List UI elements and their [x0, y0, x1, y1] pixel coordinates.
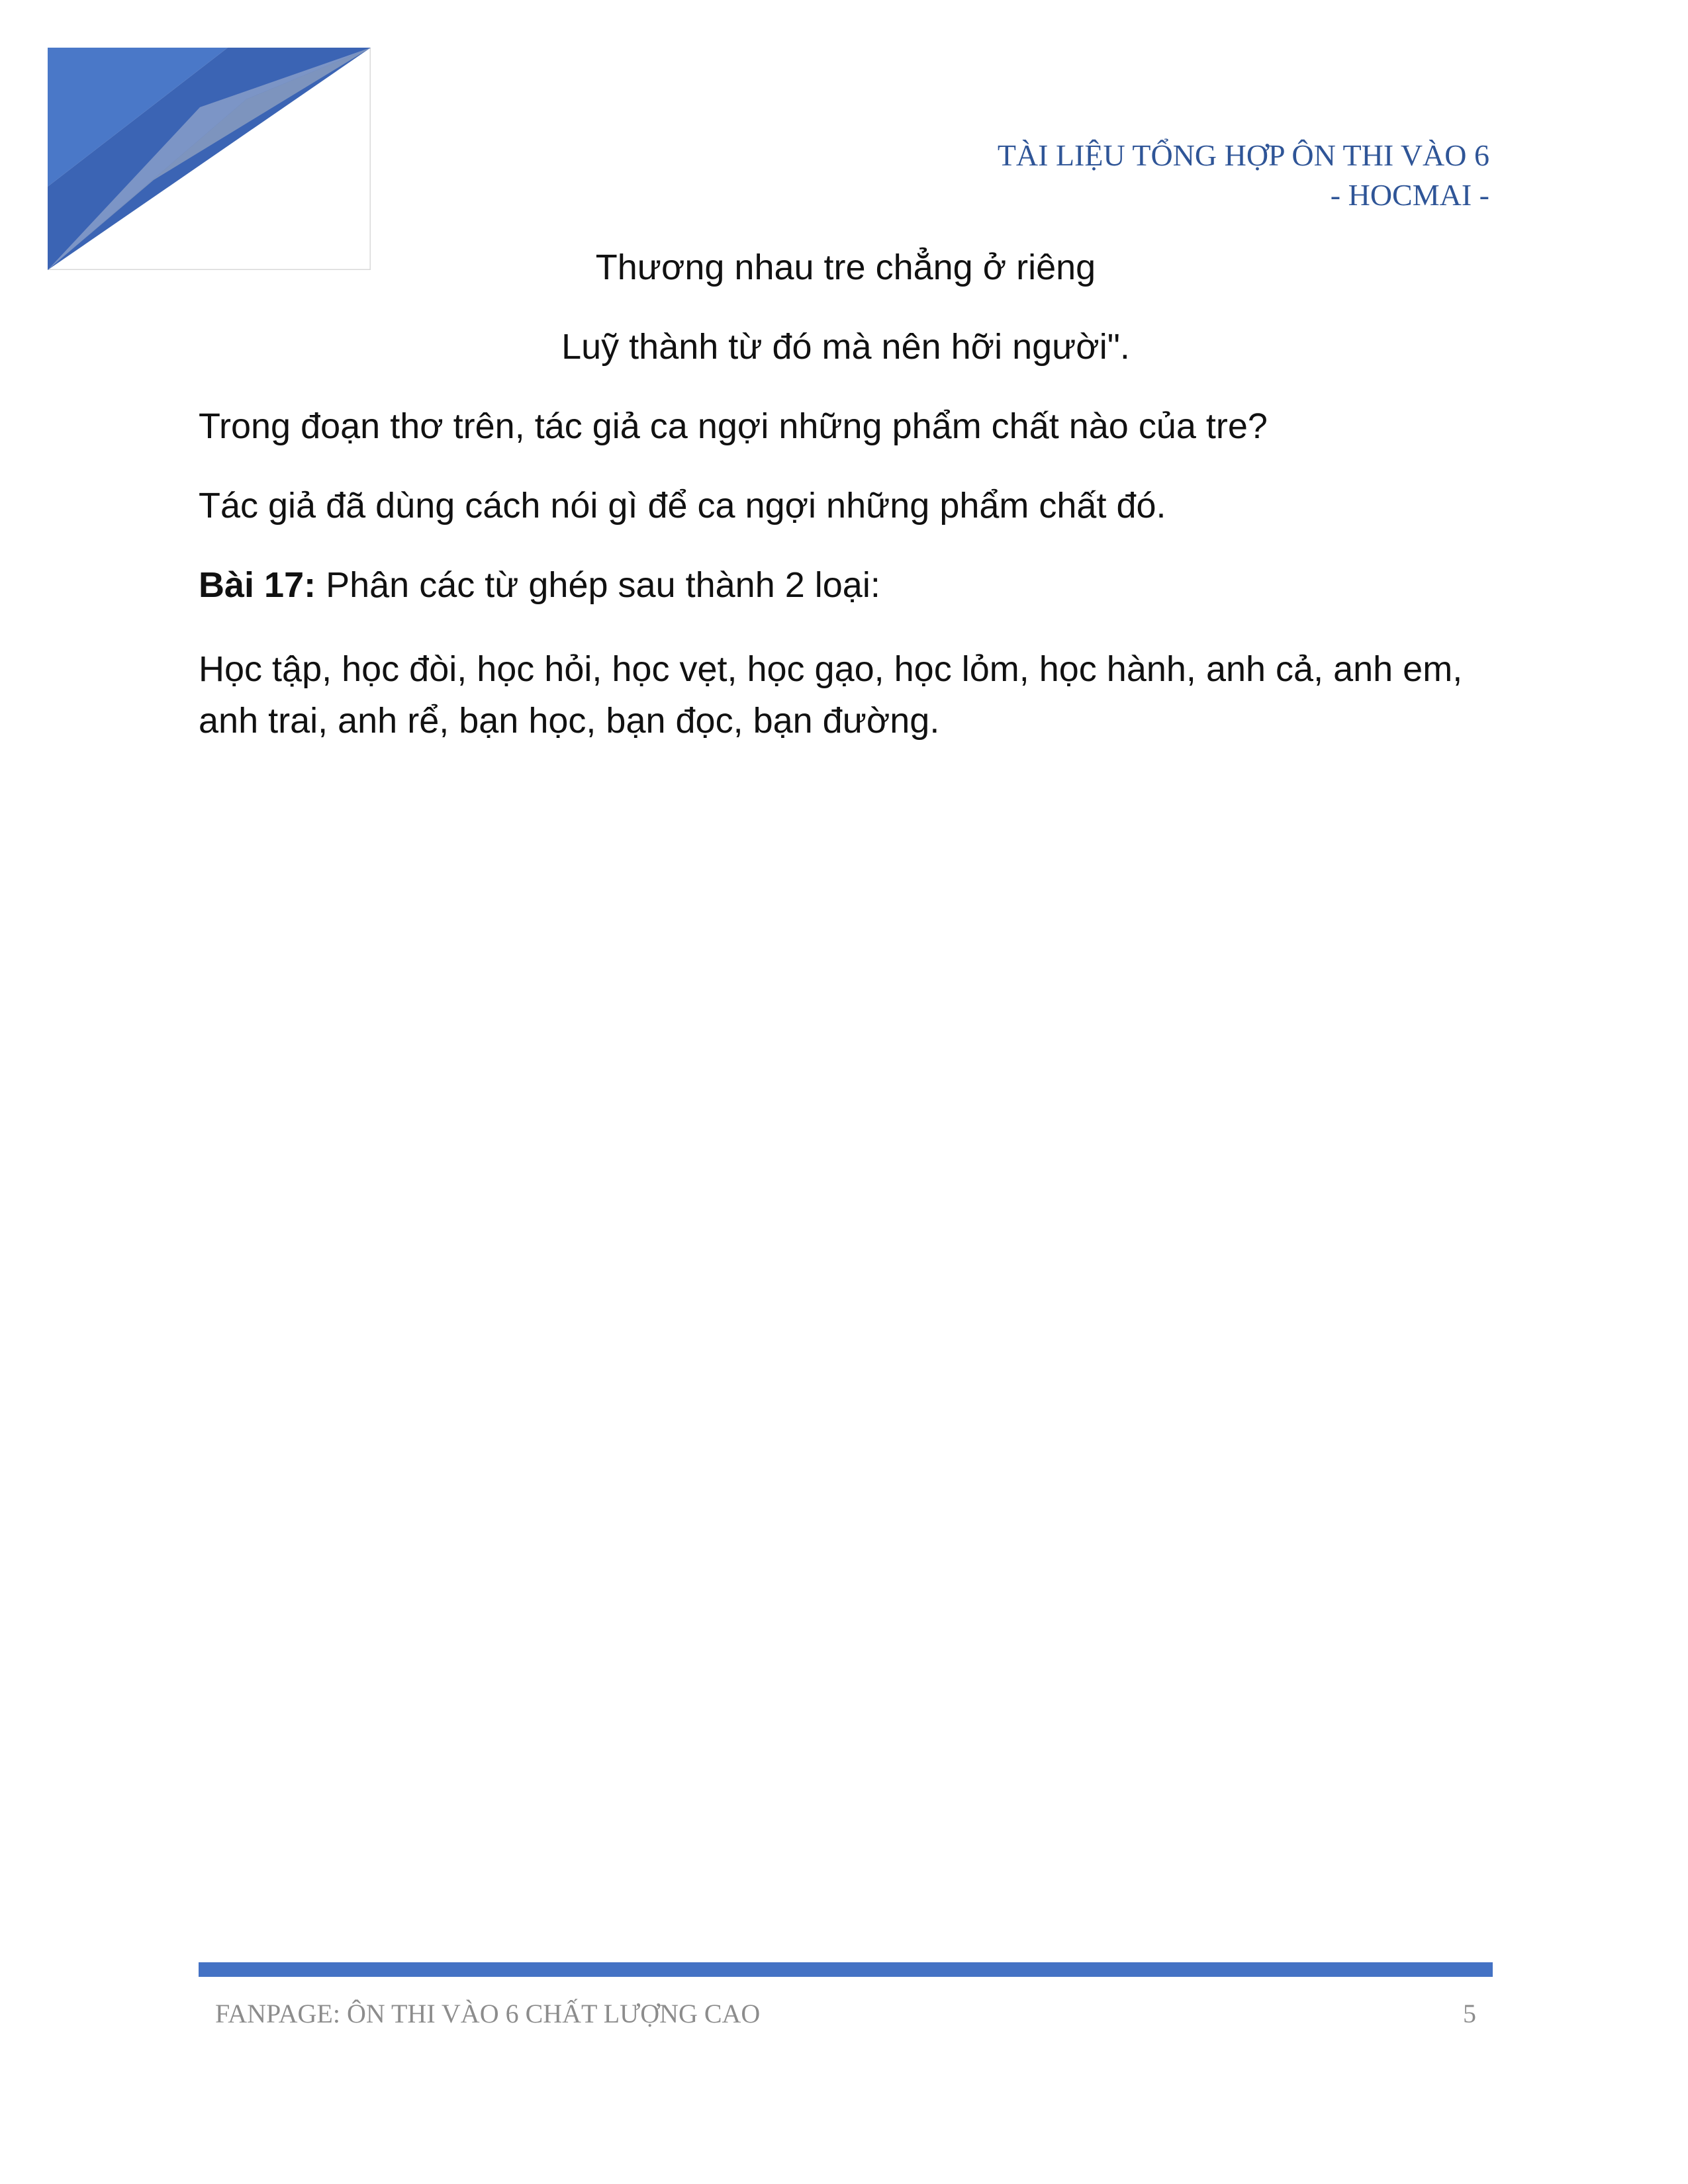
- exercise-instruction: Phân các từ ghép sau thành 2 loại:: [316, 565, 880, 605]
- exercise-heading: [199, 564, 1493, 606]
- footer-divider-bar: [199, 1962, 1493, 1977]
- poem-line: Luỹ thành từ đó mà nên hỡi người".: [561, 327, 1130, 367]
- question-text: Trong đoạn thơ trên, tác giả ca ngợi những phẩm chất nào của tre?: [199, 406, 1268, 446]
- exercise-label: Bài 17:: [199, 565, 316, 605]
- poem-line: Thương nhau tre chẳng ở riêng: [595, 248, 1096, 287]
- page-number: 5: [1463, 1999, 1476, 2028]
- header-title: TÀI LIỆU TỔNG HỢP ÔN THI VÀO 6: [997, 138, 1489, 172]
- question-text: Tác giả đã dùng cách nói gì để ca ngợi những phẩm chất đó.: [199, 486, 1166, 525]
- word-list: Học tập, học đòi, học hỏi, học vẹt, học gạo, học lỏm, học hành, anh cả, anh em, anh trai, anh rể, bạn học, bạn đọc, bạn đường.: [199, 649, 1463, 741]
- document-header: [998, 136, 1489, 215]
- footer-fanpage-text: FANPAGE: ÔN THI VÀO 6 CHẤT LƯỢNG CAO: [215, 1999, 761, 2028]
- corner-decoration-graphic: [48, 48, 371, 270]
- page-content: [199, 246, 1493, 784]
- header-subtitle: - HOCMAI -: [1330, 178, 1489, 212]
